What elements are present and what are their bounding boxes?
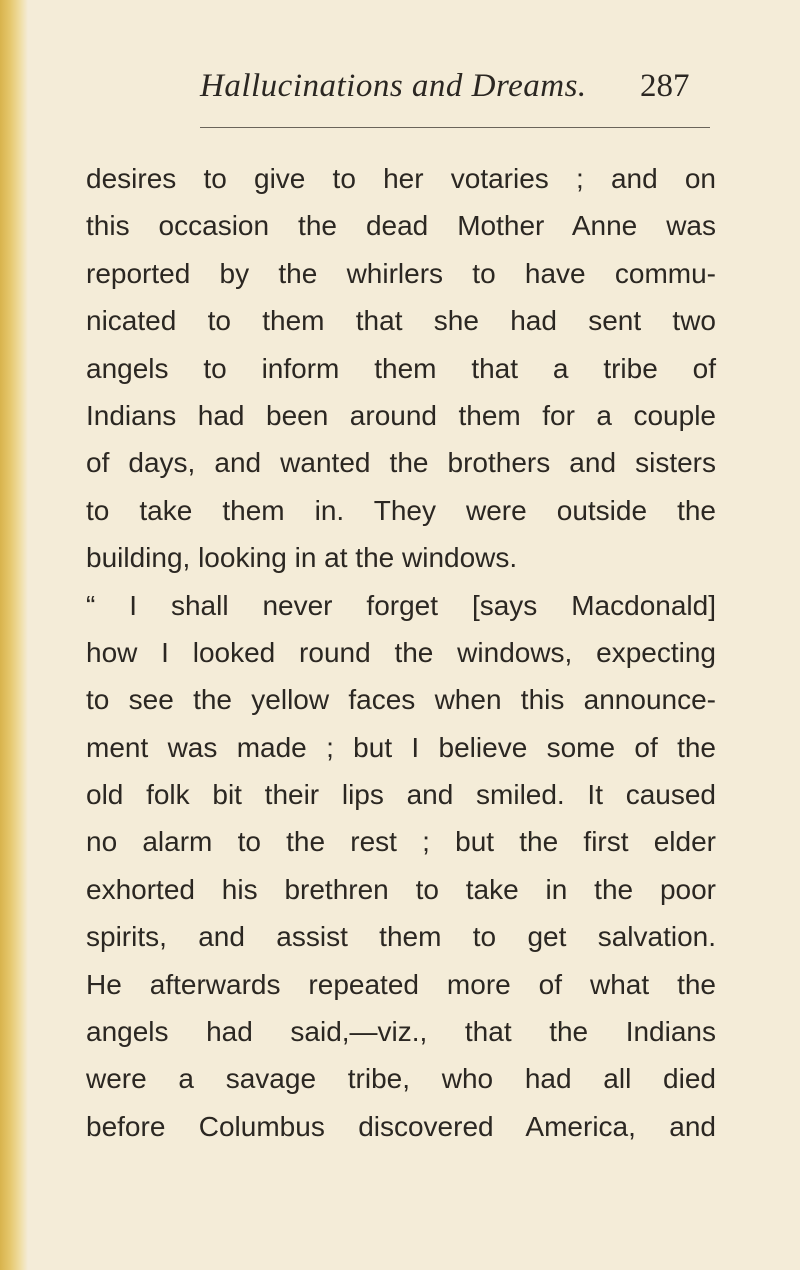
text-line: desires to give to her votaries ; and on	[86, 163, 716, 194]
text-line: exhorted his brethren to take in the poor	[86, 873, 716, 905]
text-line: how I looked round the windows, expecting	[86, 636, 716, 668]
text-line: of days, and wanted the brothers and sisters	[86, 447, 716, 479]
text-line: ment was made ; but I believe some of the	[86, 731, 716, 763]
text-line: angels had said,—viz., that the Indians	[86, 1016, 716, 1048]
text-line: to see the yellow faces when this announce-	[86, 684, 716, 716]
page-number: 287	[640, 68, 690, 104]
text-line: building, looking in at the windows.	[86, 542, 518, 574]
text-line: nicated to them that she had sent two	[86, 305, 716, 337]
header-rule	[200, 127, 710, 128]
text-line: reported by the whirlers to have commu-	[86, 257, 716, 289]
text-line: He afterwards repeated more of what the	[86, 968, 716, 1000]
text-line: this occasion the dead Mother Anne was	[86, 210, 716, 242]
running-head: Hallucinations and Dreams.	[200, 68, 587, 104]
text-line: spirits, and assist them to get salvation.	[86, 921, 716, 953]
text-line: Indians had been around them for a couple	[86, 399, 716, 431]
text-line: were a savage tribe, who had all died	[86, 1063, 716, 1095]
text-line: “ I shall never forget [says Macdonald]	[86, 589, 716, 621]
text-line: to take them in. They were outside the	[86, 494, 716, 526]
text-line: old folk bit their lips and smiled. It caused	[86, 779, 716, 811]
text-line: no alarm to the rest ; but the first elder	[86, 826, 716, 858]
text-line: before Columbus discovered America, and	[86, 1110, 716, 1142]
body-text	[86, 155, 716, 1150]
text-line: angels to inform them that a tribe of	[86, 352, 716, 384]
